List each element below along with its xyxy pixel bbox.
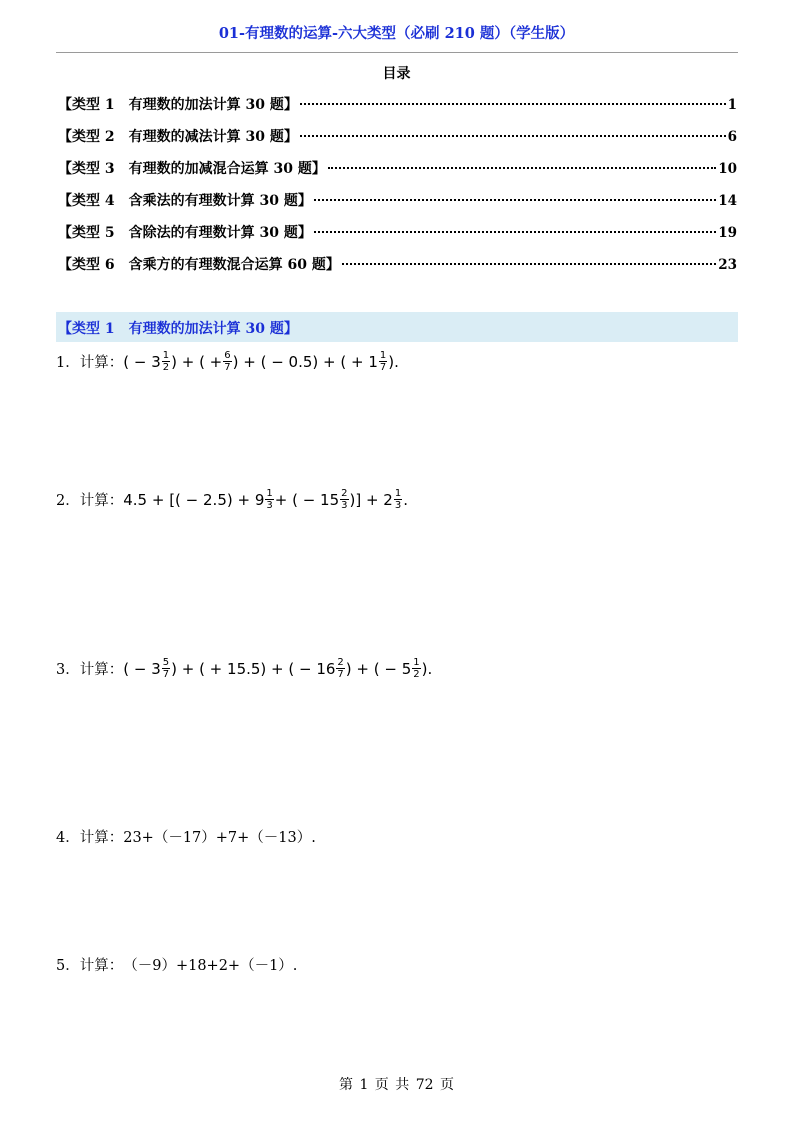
problem-expression: （－9）+18+2+（－1）. <box>123 958 298 974</box>
expr-text: )] + 2 <box>349 490 393 509</box>
problem-2 <box>56 488 408 511</box>
fraction-numerator: 2 <box>337 657 344 668</box>
fraction-numerator: 1 <box>266 488 273 499</box>
fraction-numerator: 5 <box>162 657 170 668</box>
fraction <box>379 350 387 373</box>
section-header <box>56 312 738 342</box>
toc-leader-dots <box>342 263 716 265</box>
expr-text: ) + ( − 5 <box>345 659 412 678</box>
toc-item-page: 19 <box>718 225 737 241</box>
expr-text: ). <box>421 659 433 678</box>
toc-item-3[interactable] <box>58 158 737 190</box>
problem-number: 3．计算： <box>56 662 124 678</box>
fraction <box>162 657 170 680</box>
fraction <box>412 657 420 680</box>
fraction-numerator: 2 <box>341 488 348 499</box>
fraction-denominator: 3 <box>266 500 273 511</box>
toc-item-5[interactable] <box>58 222 737 254</box>
toc-title: 目录 <box>382 66 411 82</box>
fraction <box>340 488 348 511</box>
math-expression <box>123 350 399 373</box>
toc-item-page: 14 <box>718 193 737 209</box>
toc-leader-dots <box>314 199 716 201</box>
toc-item-page: 23 <box>718 257 737 273</box>
fraction <box>265 488 273 511</box>
fraction-numerator: 1 <box>394 488 402 499</box>
expr-text: . <box>403 490 409 509</box>
expr-text: ) + ( − 0.5) + ( + 1 <box>232 352 378 371</box>
fraction-denominator: 7 <box>337 669 344 680</box>
toc-item-2[interactable] <box>58 126 737 158</box>
toc-item-label: 【类型 5 含除法的有理数计算 30 题】 <box>58 225 312 241</box>
fraction-numerator: 1 <box>413 657 420 668</box>
toc-item-label: 【类型 2 有理数的减法计算 30 题】 <box>58 129 298 145</box>
fraction-denominator: 2 <box>413 669 420 680</box>
table-of-contents <box>58 94 737 286</box>
toc-leader-dots <box>314 231 716 233</box>
toc-item-6[interactable] <box>58 254 737 286</box>
expr-text: ). <box>388 352 399 371</box>
problem-5 <box>56 954 297 975</box>
expr-text: ) + ( + 15.5) + ( − 16 <box>171 659 336 678</box>
expr-text: ( − 3 <box>123 659 161 678</box>
section-title: 【类型 1 有理数的加法计算 30 题】 <box>58 321 298 337</box>
fraction-denominator: 7 <box>379 362 387 373</box>
fraction <box>223 350 231 373</box>
document-title: 01-有理数的运算-六大类型（必刷 210 题）（学生版） <box>218 25 575 42</box>
math-expression <box>123 657 432 680</box>
fraction-denominator: 7 <box>224 362 231 373</box>
problem-4 <box>56 826 316 847</box>
fraction <box>336 657 344 680</box>
expr-text: 4.5 + [( − 2.5) + 9 <box>123 490 265 509</box>
toc-item-1[interactable] <box>58 94 737 126</box>
toc-item-4[interactable] <box>58 190 737 222</box>
toc-leader-dots <box>300 135 726 137</box>
toc-item-label: 【类型 3 有理数的加减混合运算 30 题】 <box>58 161 326 177</box>
problem-1 <box>56 350 399 373</box>
problem-expression: 23+（－17）+7+（－13）. <box>123 830 316 846</box>
problem-number: 1．计算： <box>56 355 124 371</box>
fraction <box>162 350 170 373</box>
problem-number: 5．计算： <box>56 958 124 974</box>
fraction-numerator: 1 <box>162 350 170 361</box>
toc-leader-dots <box>328 167 716 169</box>
toc-leader-dots <box>300 103 726 105</box>
fraction-numerator: 6 <box>224 350 231 361</box>
expr-text: + ( − 15 <box>274 490 340 509</box>
toc-item-label: 【类型 1 有理数的加法计算 30 题】 <box>58 97 298 113</box>
problem-number: 2．计算： <box>56 493 124 509</box>
fraction-denominator: 7 <box>162 669 170 680</box>
toc-item-page: 10 <box>718 161 737 177</box>
problem-3 <box>56 657 432 680</box>
header-divider <box>56 52 738 53</box>
toc-item-page: 6 <box>727 129 737 145</box>
fraction-denominator: 3 <box>394 500 402 511</box>
toc-item-label: 【类型 4 含乘法的有理数计算 30 题】 <box>58 193 312 209</box>
expr-text: ( − 3 <box>123 352 161 371</box>
expr-text: ) + ( + <box>171 352 223 371</box>
fraction-denominator: 3 <box>341 500 348 511</box>
toc-item-label: 【类型 6 含乘方的有理数混合运算 60 题】 <box>58 257 340 273</box>
problem-number: 4．计算： <box>56 830 124 846</box>
math-expression <box>123 488 408 511</box>
fraction-denominator: 2 <box>162 362 170 373</box>
toc-item-page: 1 <box>727 97 737 113</box>
fraction-numerator: 1 <box>379 350 387 361</box>
fraction <box>394 488 402 511</box>
page-footer: 第 1 页 共 72 页 <box>339 1077 454 1093</box>
